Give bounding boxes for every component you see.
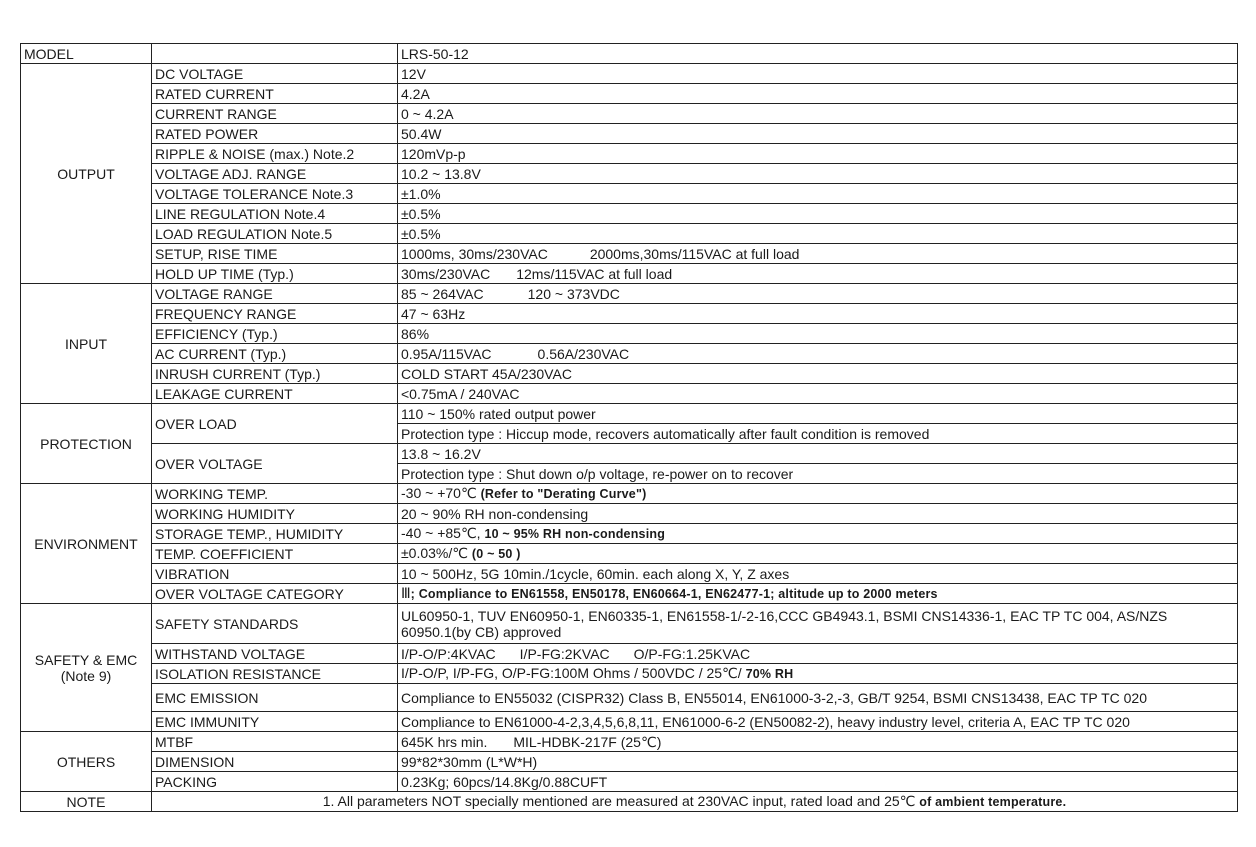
table-row [21, 752, 1238, 772]
model-label: MODEL [21, 44, 152, 64]
row-value: COLD START 45A/230VAC [398, 364, 1238, 384]
value-part: I/P-FG:2KVAC [519, 645, 610, 662]
row-label: SETUP, RISE TIME [152, 244, 398, 264]
table-row [21, 712, 1238, 732]
model-row [21, 44, 1238, 64]
row-value: Protection type : Shut down o/p voltage, re-power on to recover [398, 464, 1238, 484]
row-value: 0.23Kg; 60pcs/14.8Kg/0.88CUFT [398, 772, 1238, 792]
table-row [21, 64, 1238, 84]
row-label: DIMENSION [152, 752, 398, 772]
row-label: LEAKAGE CURRENT [152, 384, 398, 404]
category-input: INPUT [21, 284, 152, 404]
row-label: EMC EMISSION [152, 684, 398, 712]
value-part: 85 ~ 264VAC [401, 285, 484, 302]
table-row [21, 244, 1238, 264]
value-part: -40 ~ +85℃, [401, 525, 485, 541]
row-label: WORKING HUMIDITY [152, 504, 398, 524]
value-bold: (Refer to "Derating Curve") [480, 487, 647, 501]
row-label: INRUSH CURRENT (Typ.) [152, 364, 398, 384]
row-label: VOLTAGE ADJ. RANGE [152, 164, 398, 184]
table-row [21, 484, 1238, 504]
row-value: ±1.0% [398, 184, 1238, 204]
row-label: EFFICIENCY (Typ.) [152, 324, 398, 344]
table-row [21, 224, 1238, 244]
row-label: VIBRATION [152, 564, 398, 584]
row-value [398, 264, 1238, 284]
row-label: OVER VOLTAGE CATEGORY [152, 584, 398, 604]
row-value: 0 ~ 4.2A [398, 104, 1238, 124]
value-part: O/P-FG:1.25KVAC [633, 645, 751, 662]
row-value: Protection type : Hiccup mode, recovers automatically after fault condition is removed [398, 424, 1238, 444]
table-row [21, 184, 1238, 204]
row-label: FREQUENCY RANGE [152, 304, 398, 324]
note-value [152, 792, 1238, 812]
table-row [21, 544, 1238, 564]
row-value: ±0.5% [398, 224, 1238, 244]
row-label: AC CURRENT (Typ.) [152, 344, 398, 364]
table-row [21, 732, 1238, 752]
row-label: OVER VOLTAGE [152, 444, 398, 484]
row-value: 47 ~ 63Hz [398, 304, 1238, 324]
row-value [398, 664, 1238, 684]
value-part: 645K hrs min. [401, 733, 488, 750]
row-value: Compliance to EN61000-4-2,3,4,5,6,8,11, EN61000-6-2 (EN50082-2), heavy industry level, criteria A, EAC TP TC 020 [398, 712, 1238, 732]
row-value: 110 ~ 150% rated output power [398, 404, 1238, 424]
table-row [21, 204, 1238, 224]
row-value: Compliance to EN55032 (CISPR32) Class B, EN55014, EN61000-3-2,-3, GB/T 9254, BSMI CNS13438, EAC TP TC 020 [398, 684, 1238, 712]
table-row [21, 404, 1238, 424]
table-row [21, 664, 1238, 684]
value-part: 0.95A/115VAC [401, 345, 492, 362]
row-value: 10 ~ 500Hz, 5G 10min./1cycle, 60min. each along X, Y, Z axes [398, 564, 1238, 584]
value-part: 120 ~ 373VDC [527, 285, 620, 302]
table-row [21, 564, 1238, 584]
value-part: MIL-HDBK-217F (25℃) [513, 733, 662, 750]
category-others: OTHERS [21, 732, 152, 792]
value-bold: of ambient temperature. [919, 795, 1067, 809]
row-value: ±0.5% [398, 204, 1238, 224]
row-label: EMC IMMUNITY [152, 712, 398, 732]
note-label: NOTE [21, 792, 152, 812]
table-row [21, 324, 1238, 344]
row-value [398, 644, 1238, 664]
row-value: 120mVp-p [398, 144, 1238, 164]
row-label: HOLD UP TIME (Typ.) [152, 264, 398, 284]
value-part: -30 ~ +70℃ [401, 485, 481, 501]
row-label: ISOLATION RESISTANCE [152, 664, 398, 684]
note-row [21, 792, 1238, 812]
row-label: TEMP. COEFFICIENT [152, 544, 398, 564]
table-row [21, 264, 1238, 284]
row-value: 12V [398, 64, 1238, 84]
value-part: 2000ms,30ms/115VAC at full load [589, 245, 800, 262]
value-part: 0.56A/230VAC [537, 345, 630, 362]
table-row [21, 304, 1238, 324]
category-environment: ENVIRONMENT [21, 484, 152, 604]
row-value: 10.2 ~ 13.8V [398, 164, 1238, 184]
table-row [21, 104, 1238, 124]
value-bold: 70% RH [745, 667, 794, 681]
category-line: (Note 9) [60, 667, 112, 684]
value-part: I/P-O/P:4KVAC [401, 645, 496, 662]
table-row [21, 124, 1238, 144]
table-row [21, 284, 1238, 304]
row-label: LOAD REGULATION Note.5 [152, 224, 398, 244]
row-value: 4.2A [398, 84, 1238, 104]
table-row [21, 144, 1238, 164]
model-blank [152, 44, 398, 64]
row-value: UL60950-1, TUV EN60950-1, EN60335-1, EN61558-1/-2-16,CCC GB4943.1, BSMI CNS14336-1, EAC TP TC 004, AS/NZS 60950.1(by CB) approved [398, 604, 1238, 644]
row-label: WITHSTAND VOLTAGE [152, 644, 398, 664]
table-row [21, 504, 1238, 524]
table-row [21, 84, 1238, 104]
row-label: RATED CURRENT [152, 84, 398, 104]
row-value [398, 584, 1238, 604]
row-label: RATED POWER [152, 124, 398, 144]
table-row [21, 384, 1238, 404]
row-value [398, 284, 1238, 304]
value-part: I/P-O/P, I/P-FG, O/P-FG:100M Ohms / 500VDC / 25℃/ [401, 665, 746, 681]
category-line: SAFETY & EMC [34, 651, 138, 668]
table-row [21, 364, 1238, 384]
model-value: LRS-50-12 [398, 44, 1238, 64]
row-value: 86% [398, 324, 1238, 344]
row-value: 20 ~ 90% RH non-condensing [398, 504, 1238, 524]
category-safety-emc [21, 604, 152, 732]
row-value: 13.8 ~ 16.2V [398, 444, 1238, 464]
value-part: 1. All parameters NOT specially mentioned are measured at 230VAC input, rated load and 25℃ [322, 793, 920, 809]
table-row [21, 772, 1238, 792]
value-part: ±0.03%/℃ [401, 545, 472, 561]
value-part: 30ms/230VAC [401, 265, 491, 282]
table-row [21, 344, 1238, 364]
row-value: <0.75mA / 240VAC [398, 384, 1238, 404]
row-label: SAFETY STANDARDS [152, 604, 398, 644]
row-value [398, 544, 1238, 564]
row-value [398, 732, 1238, 752]
row-label: DC VOLTAGE [152, 64, 398, 84]
value-part: Ⅲ [401, 585, 411, 601]
row-value [398, 244, 1238, 264]
table-row [21, 684, 1238, 712]
spec-table [20, 43, 1238, 812]
category-protection: PROTECTION [21, 404, 152, 484]
value-part: 1000ms, 30ms/230VAC [401, 245, 548, 262]
table-row [21, 604, 1238, 644]
value-bold: ; Compliance to EN61558, EN50178, EN60664-1, EN62477-1; altitude up to 2000 meters [410, 587, 938, 601]
row-value [398, 524, 1238, 544]
row-value [398, 344, 1238, 364]
row-label: RIPPLE & NOISE (max.) Note.2 [152, 144, 398, 164]
value-bold: 10 ~ 95% RH non-condensing [484, 527, 666, 541]
table-row [21, 164, 1238, 184]
row-label: LINE REGULATION Note.4 [152, 204, 398, 224]
row-label: STORAGE TEMP., HUMIDITY [152, 524, 398, 544]
table-row [21, 444, 1238, 464]
row-value: 99*82*30mm (L*W*H) [398, 752, 1238, 772]
category-output: OUTPUT [21, 64, 152, 284]
row-value [398, 484, 1238, 504]
row-label: VOLTAGE RANGE [152, 284, 398, 304]
row-label: VOLTAGE TOLERANCE Note.3 [152, 184, 398, 204]
value-part: 12ms/115VAC at full load [516, 265, 673, 282]
row-value: 50.4W [398, 124, 1238, 144]
table-row [21, 584, 1238, 604]
row-label: CURRENT RANGE [152, 104, 398, 124]
value-bold: (0 ~ 50 ) [471, 547, 521, 561]
table-row [21, 644, 1238, 664]
row-label: OVER LOAD [152, 404, 398, 444]
row-label: WORKING TEMP. [152, 484, 398, 504]
row-label: MTBF [152, 732, 398, 752]
row-label: PACKING [152, 772, 398, 792]
table-row [21, 524, 1238, 544]
